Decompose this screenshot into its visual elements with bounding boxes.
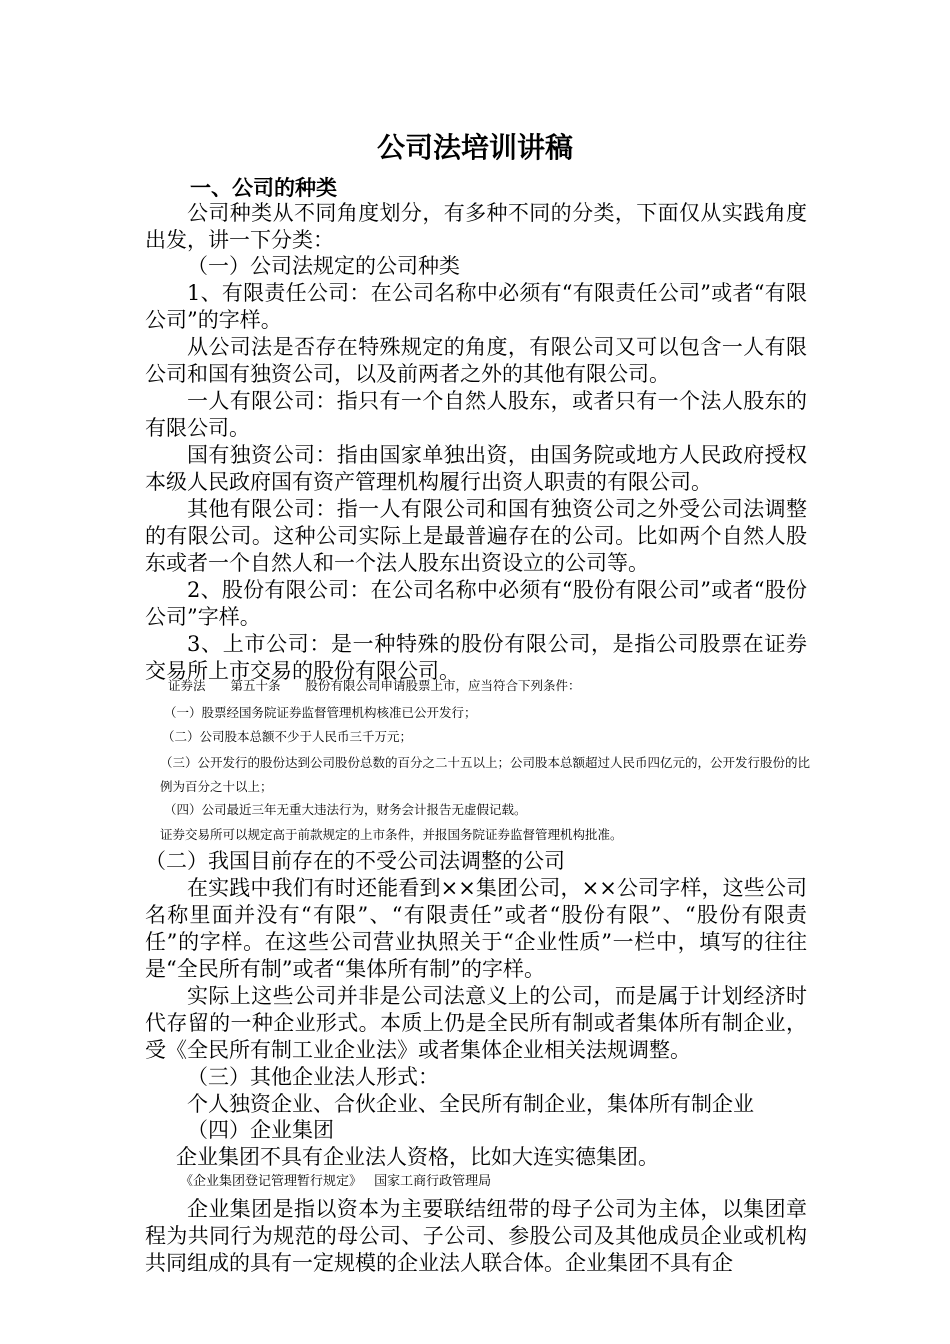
paragraph-one-person-company: 一人有限公司：指只有一个自然人股东，或者只有一个法人股东的有限公司。 [145, 389, 807, 440]
regulation-title: 《企业集团登记管理暂行规定》 [180, 1174, 363, 1189]
listing-condition-1: （一）股票经国务院证券监督管理机构核准已公开发行； [164, 705, 477, 720]
paragraph-practice: 在实践中我们有时还能看到××集团公司，××公司字样，这些公司名称里面并没有“有限”、“有限责任”或者“股份有限”、“股份有限责任”的字样。在这些公司营业执照关于“企业性质”一栏中，填写的往往是“全民所有制”或者“集体所有制”的字样。 [145, 876, 807, 981]
subheading-non-company-law-companies: （二）我国目前存在的不受公司法调整的公司 [145, 849, 565, 873]
paragraph-enterprise-forms: 个人独资企业、合伙企业、全民所有制企业，集体所有制企业 [187, 1092, 754, 1116]
listing-condition-3: （三）公开发行的股份达到公司股份总数的百分之二十五以上；公司股本总额超过人民币四亿元的，公开发行股份的比例为百分之十以上； [160, 755, 811, 794]
paragraph-state-owned-company: 国有独资公司：指由国家单独出资，由国务院或地方人民政府授权本级人民政府国有资产管理机构履行出资人职责的有限公司。 [145, 443, 807, 494]
paragraph-special-provisions: 从公司法是否存在特殊规定的角度，有限公司又可以包含一人有限公司和国有独资公司，以及前两者之外的其他有限公司。 [145, 335, 807, 386]
subheading-other-legal-persons: （三）其他企业法人形式： [187, 1065, 439, 1089]
subheading-company-law-types: （一）公司法规定的公司种类 [187, 254, 460, 278]
paragraph-limited-company: 1、有限责任公司：在公司名称中必须有“有限责任公司”或者“有限公司”的字样。 [145, 281, 807, 332]
issuing-authority: 国家工商行政管理局 [374, 1174, 492, 1189]
document-title: 公司法培训讲稿 [376, 131, 573, 164]
paragraph-group-definition: 企业集团是指以资本为主要联结纽带的母子公司为主体，以集团章程为共同行为规范的母公司、子公司、参股公司及其他成员企业或机构共同组成的具有一定规模的企业法人联合体。企业集团不具有企 [145, 1197, 807, 1275]
regulation-reference [180, 1172, 491, 1192]
paragraph-listed-company: 3、上市公司：是一种特殊的股份有限公司，是指公司股票在证券交易所上市交易的股份有限公司。 [145, 632, 807, 683]
paragraph-group-legal-status: 企业集团不具有企业法人资格，比如大连实德集团。 [176, 1145, 659, 1169]
section-heading-company-types: 一、公司的种类 [190, 175, 337, 200]
subheading-enterprise-group: （四）企业集团 [187, 1118, 334, 1142]
listing-condition-2: （二）公司股本总额不少于人民币三千万元； [162, 729, 413, 744]
paragraph-other-limited-company: 其他有限公司：指一人有限公司和国有独资公司之外受公司法调整的有限公司。这种公司实际上是最普遍存在的公司。比如两个自然人股东或者一个自然人和一个法人股东出资设立的公司等。 [145, 497, 807, 575]
paragraph-joint-stock-company: 2、股份有限公司：在公司名称中必须有“股份有限公司”或者“股份公司”字样。 [145, 578, 807, 629]
paragraph-planned-economy: 实际上这些公司并非是公司法意义上的公司，而是属于计划经济时代存留的一种企业形式。本质上仍是全民所有制或者集体所有制企业，受《全民所有制工业企业法》或者集体企业相关法规调整。 [145, 984, 807, 1062]
listing-condition-4: （四）公司最近三年无重大违法行为，财务会计报告无虚假记载。 [164, 802, 527, 817]
securities-law-article: 证券法 第五十条 股份有限公司申请股票上市，应当符合下列条件： [168, 678, 581, 693]
paragraph-intro: 公司种类从不同角度划分，有多种不同的分类，下面仅从实践角度出发，讲一下分类： [145, 201, 807, 252]
exchange-listing-note: 证券交易所可以规定高于前款规定的上市条件，并报国务院证券监督管理机构批准。 [160, 827, 623, 842]
